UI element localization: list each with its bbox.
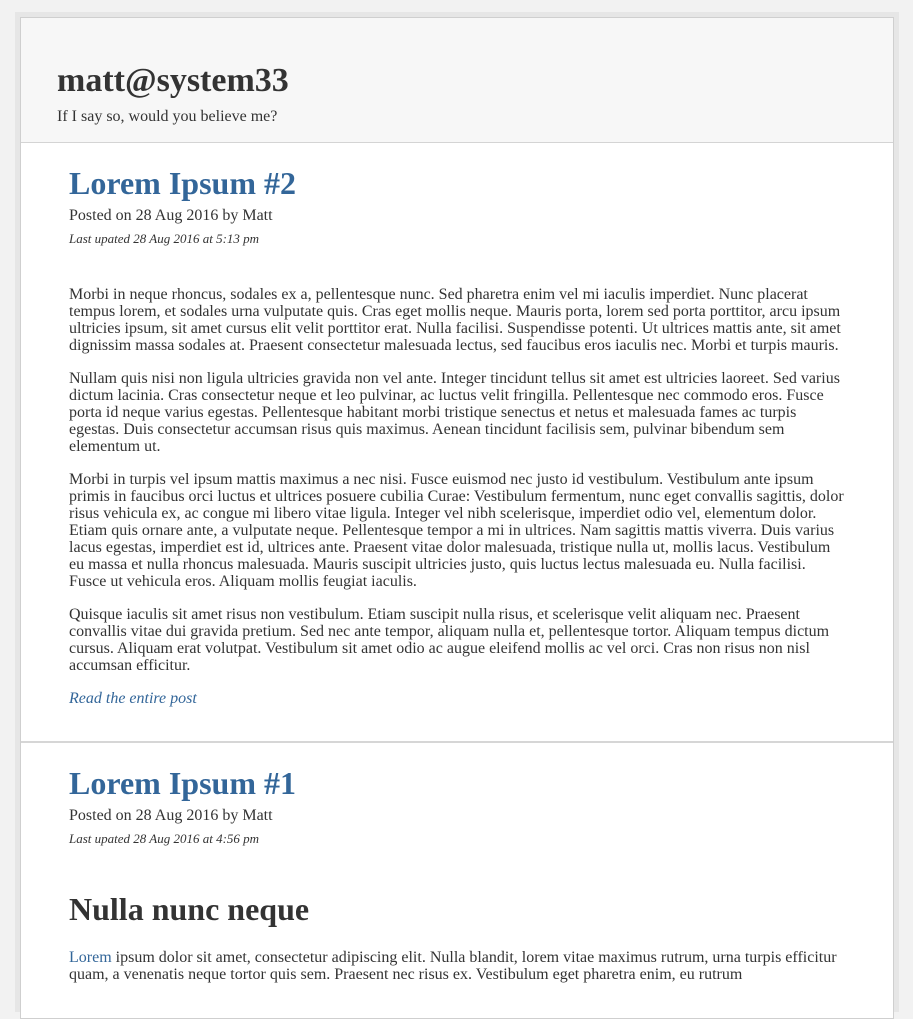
post-title[interactable]: Lorem Ipsum #1 bbox=[69, 765, 296, 801]
post-paragraph bbox=[69, 949, 845, 983]
post-lorem-ipsum-1 bbox=[21, 741, 893, 983]
post-meta: Posted on 28 Aug 2016 by Matt bbox=[69, 807, 273, 824]
post-paragraph: Quisque iaculis sit amet risus non vestibulum. Etiam suscipit nulla risus, et scelerisque velit aliquam nec. Praesent convallis vitae dui gravida pretium. Sed nec ante tempor, aliquam nulla et, pellentesque tortor. Aliquam tempus dictum cursus. Aliquam erat volutpat. Vestibulum sit amet odio ac augue eleifend mollis ac vel orci. Cras non risus non nisl accumsan efficitur. bbox=[69, 606, 830, 674]
site-title[interactable]: matt@system33 bbox=[57, 62, 289, 99]
post-lorem-ipsum-2 bbox=[21, 143, 893, 741]
post-updated: Last upated 28 Aug 2016 at 4:56 pm bbox=[69, 831, 260, 846]
site-tagline: If I say so, would you believe me? bbox=[57, 108, 278, 125]
post-title[interactable]: Lorem Ipsum #2 bbox=[69, 165, 296, 201]
post-paragraph: Morbi in neque rhoncus, sodales ex a, pellentesque nunc. Sed pharetra enim vel mi iaculis imperdiet. Nunc placerat tempus lorem, et sodales urna vulputate quis. Cras eget mollis neque. Mauris porta, lorem sed porta porttitor, arcu ipsum ultricies ipsum, sit amet cursus elit velit porttitor erat. Nulla facilisi. Suspendisse potenti. Ut ultrices mattis ante, sit amet dignissim massa sodales at. Praesent consectetur malesuada lectus, sed faucibus eros iaculis nec. Morbi et turpis mauris. bbox=[69, 286, 841, 354]
post-body bbox=[69, 949, 845, 983]
post-updated: Last upated 28 Aug 2016 at 5:13 pm bbox=[69, 231, 260, 246]
page-container bbox=[20, 17, 894, 1019]
read-more-link[interactable]: Read the entire post bbox=[69, 690, 197, 707]
inline-link[interactable]: Lorem bbox=[69, 949, 112, 966]
post-body bbox=[69, 286, 845, 724]
site-header bbox=[21, 18, 893, 143]
post-paragraph: Nullam quis nisi non ligula ultricies gravida non vel ante. Integer tincidunt tellus sit amet est ultricies laoreet. Sed varius dictum lacinia. Cras consectetur neque et leo pulvinar, ac luctus velit fringilla. Pellentesque nec commodo eros. Fusce porta id neque varius egestas. Pellentesque habitant morbi tristique senectus et netus et malesuada fames ac turpis egestas. Duis consectetur accumsan risus quis maximus. Aenean tincidunt facilisis sem, pulvinar bibendum sem elementum ut. bbox=[69, 370, 840, 455]
post-paragraph: Morbi in turpis vel ipsum mattis maximus a nec nisi. Fusce euismod nec justo id vestibulum. Vestibulum ante ipsum primis in faucibus orci luctus et ultrices posuere cubilia Curae: Vestibulum fermentum, nunc eget convallis sagittis, dolor risus vehicula ex, ac congue mi libero vitae ligula. Integer vel nibh scelerisque, imperdiet odio vel, elementum dolor. Etiam quis ornare ante, a vulputate neque. Pellentesque tempor a mi in ultrices. Nam sagittis mattis viverra. Duis varius lacus egestas, imperdiet est id, ultrices ante. Praesent vitae dolor malesuada, tristique nulla ut, mollis lacus. Vestibulum eu massa et nulla rhoncus malesuada. Mauris suscipit ultricies justo, quis luctus lectus malesuada eu. Nulla facilisi. Fusce ut vehicula eros. Aliquam mollis feugiat iaculis. bbox=[69, 471, 844, 590]
post-section-heading: Nulla nunc neque bbox=[69, 891, 310, 927]
paragraph-text: ipsum dolor sit amet, consectetur adipiscing elit. Nulla blandit, lorem vitae maximus rutrum, urna turpis efficitur quam, a venenatis neque tortor quis sem. Praesent nec risus ex. Vestibulum eget pharetra enim, eu rutrum bbox=[69, 949, 837, 983]
post-meta: Posted on 28 Aug 2016 by Matt bbox=[69, 207, 273, 224]
